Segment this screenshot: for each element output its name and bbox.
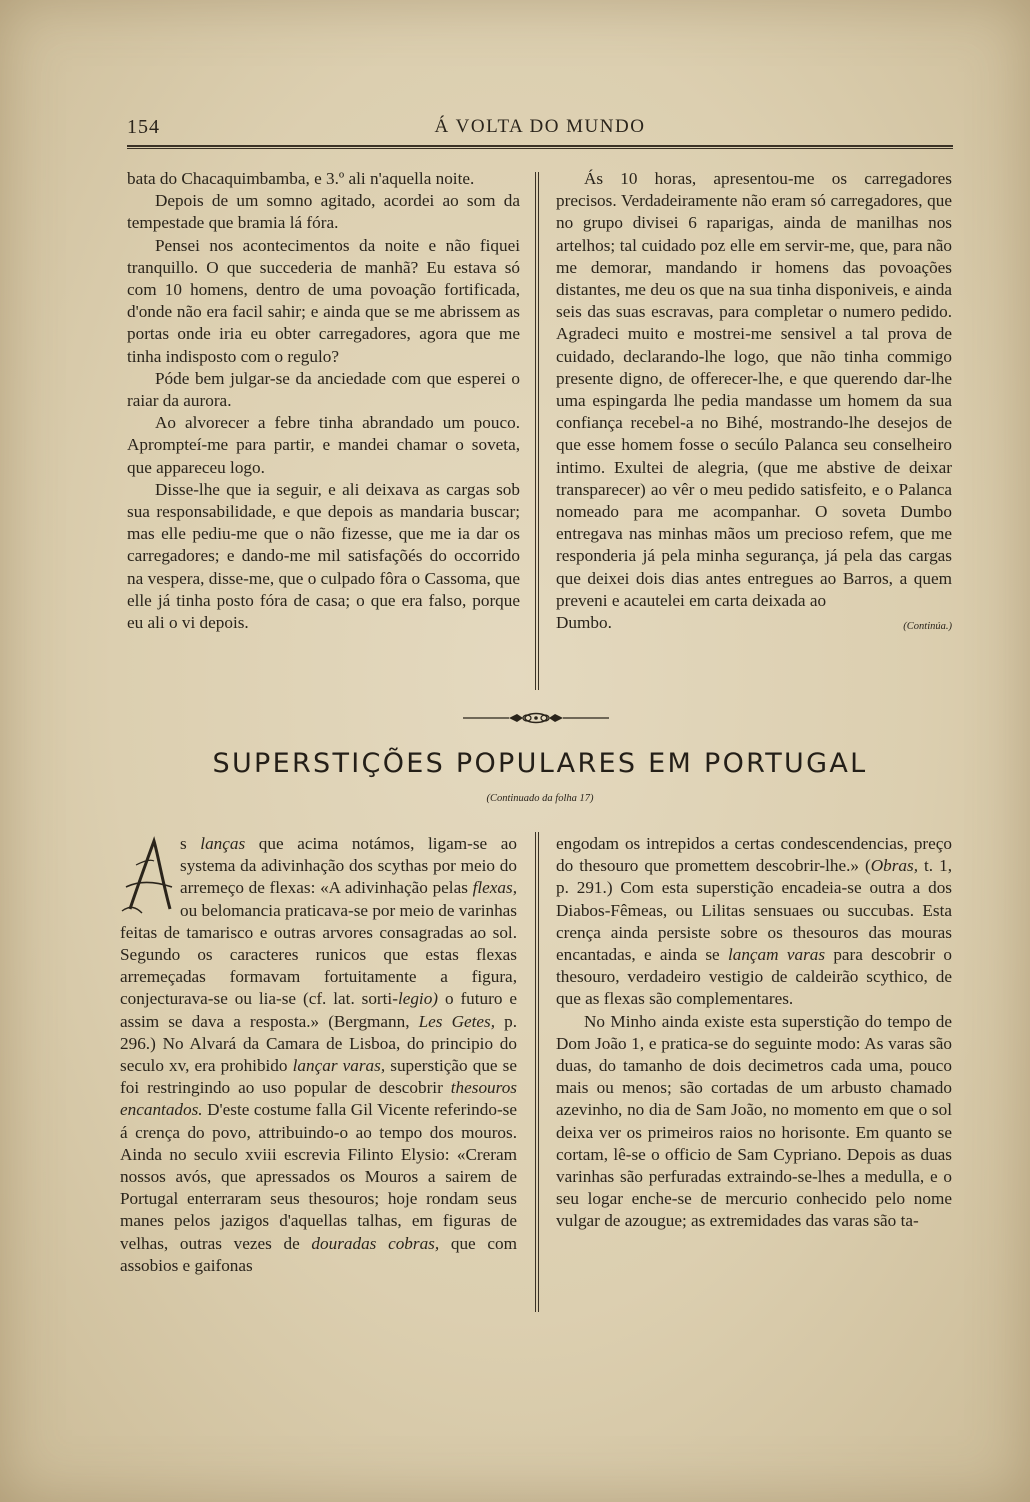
- page-number: 154: [127, 116, 160, 138]
- continua-note: (Continúa.): [903, 621, 952, 633]
- text-run: superstição que se foi restringindo ao uso popular de descobrir: [120, 1056, 517, 1098]
- text-run-italic: legio): [397, 989, 439, 1009]
- paragraph: Ás 10 horas, apresentou-me os carregadores precisos. Verdadeiramente não eram só carregadores, que no grupo divisei 6 raparigas, ainda de manilhas nos artelhos; tal cuidado poz elle em servir-me, que, para não me demorar, mandando ir homens das povoações distantes, me deu os que na sua tinha disponiveis, e ainda seis das suas escravas, para completar o numero pedido. Agradeci muito e mostrei-me sensivel a tal prova de cuidado, declarando-lhe logo, que não tinha commigo presente digno, de offerecer-lhe, e que querendo dar-lhe uma espingarda lhe pedia mandasse um homem da sua confiança recebel-a no Bihé, mostrando-lhe desejos de que esse homem fosse o secúlo Palanca seu conselheiro intimo. Exultei de alegria, (que me abstive de deixar transparecer) ao vêr o meu pedido satisfeito, e o Palanca nomeado para me acompanhar. O soveta Dumbo entregava nas minhas mãos um precioso refem, que me responderia já pela minha segurança, já pela das cargas que deixei dois dias antes entregues ao Barros, a quem preveni e acautelei em carta deixada ao: [556, 169, 952, 610]
- column-bottom-left: [120, 833, 517, 1277]
- text-run: engodam os intrepidos a certas condescendencias, preço do thesouro que promettem descobrir-lhe.» (: [556, 834, 952, 876]
- text-run-italic: lançar varas,: [292, 1056, 386, 1076]
- column-top-right: [556, 168, 952, 638]
- article-subtitle: (Continuado da folha 17): [486, 793, 594, 804]
- text-run: p. 296.) No Alvará da Camara de Lisboa, do principio do seculo xv, era prohibido: [120, 1011, 517, 1076]
- header-rule: [127, 145, 953, 149]
- column-divider: [535, 832, 539, 1312]
- paragraph: Ao alvorecer a febre tinha abrandado um pouco. Aprompteí-me para partir, e mandei chamar o soveta, que appareceu logo.: [127, 413, 520, 477]
- text-run: para descobrir o thesouro, verdadeiro vestigio de caldeirão scythico, de que as flexas são complementares.: [556, 945, 952, 1009]
- column-divider: [535, 172, 539, 690]
- column-top-left: [127, 168, 520, 634]
- paragraph: [120, 833, 517, 1277]
- paragraph: Depois de um somno agitado, acordei ao som da tempestade que bramia lá fóra.: [127, 191, 520, 233]
- paragraph: Disse-lhe que ia seguir, e ali deixava as cargas sob sua responsabilidade, e que depois as mandaria buscar; mas elle pediu-me que o não fizesse, que me ia dar os carregadores; e dando-me mil satisfaçõés do occorrido na vespera, disse-me, que o culpado fôra o Cassoma, que elle já tinha posto fóra de casa; o que era falso, porque eu ali o vi depois.: [127, 479, 520, 633]
- last-word: Dumbo.: [556, 613, 612, 633]
- text-run-italic: douradas cobras,: [311, 1233, 440, 1253]
- text-run-italic: Obras,: [870, 856, 918, 876]
- running-head: [127, 116, 953, 142]
- text-run-italic: Les Getes,: [418, 1011, 496, 1031]
- paragraph: bata do Chacaquimbamba, e 3.º ali n'aquella noite.: [127, 169, 475, 188]
- column-bottom-right: [556, 833, 952, 1233]
- text-run: que acima notámos, ligam-se ao systema da adivinhação dos scythas por meio do arremeço de flexas: «A adivinhação pelas: [180, 834, 517, 898]
- text-run: D'este costume falla Gil Vicente referindo-se á crença do povo, attribuindo-o ao tempo dos mouros. Ainda no seculo xviii escrevia Filinto Elysio: «Creram nossos avós, que apressados os Mouros a sairem de Portugal enterraram seus thesouros; hoje rondam seus manes pelos jazigos d'aquellas talhas, em figuras de velhas, outras vezes de: [120, 1100, 517, 1253]
- text-run-italic: thesouros encantados.: [120, 1078, 517, 1120]
- text-run: s: [180, 834, 201, 853]
- text-run-italic: lanças: [200, 834, 246, 853]
- text-run: o futuro e assim se dava a resposta.» (Bergmann,: [120, 989, 517, 1031]
- paragraph: No Minho ainda existe esta superstição do tempo de Dom João 1, e pratica-se do seguinte modo: As varas são duas, do tamanho de dois decimetros cada uma, pouco mais ou menos; são cortadas de um arbusto chamado azevinho, no dia de Sam João, no momento em que o sol deixa ver os primeiros raios no horisonte. Em quanto se cortam, lê-se o officio de Sam Cypriano. Depois as duas varinhas são perfuradas extraindo-se-lhes a medulla, e o seu logar enche-se de mercurio conhecido pelo nome vulgar de azougue; as extremidades das varas são ta-: [556, 1011, 952, 1231]
- text-run: t. 1, p. 291.) Com esta superstição encadeia-se outra a dos Diabos-Fêmeas, ou Lilitas sensuaes ou succubas. Esta crença ainda persiste sobre os thesouros das mouras encantadas, e ainda se: [556, 856, 953, 965]
- paragraph: Póde bem julgar-se da anciedade com que esperei o raiar da aurora.: [127, 368, 520, 411]
- journal-title: Á VOLTA DO MUNDO: [434, 116, 646, 137]
- drop-cap: [120, 835, 176, 915]
- text-run: ou belomancia praticava-se por meio de varinhas feitas de tamarisco e outras arvores consagradas ao sol. Segundo os caracteres runicos que estas flexas arremeçadas formavam fortuitamente a figura, conjecturava-se ou lia-se (cf. lat. sorti-: [120, 900, 517, 1009]
- ornament-divider: [461, 710, 611, 726]
- text-run-italic: lançam varas: [727, 945, 826, 965]
- article-title: SUPERSTIÇÕES POPULARES EM PORTUGAL: [212, 748, 868, 779]
- paragraph: Pensei nos acontecimentos da noite e não fiquei tranquillo. O que succederia de manhã? Eu estava só com 10 homens, dentro de uma povoação fortificada, d'onde não era facil sahir; e ainda que se me abrissem as portas onde iria eu obter carregadores, agora que me tinha indisposto com o regulo?: [127, 235, 520, 366]
- paragraph: [556, 833, 952, 1011]
- paragraph-end: [556, 612, 952, 634]
- text-run-italic: flexas,: [472, 878, 517, 898]
- text-run: que com assobios e gaifonas: [120, 1233, 517, 1275]
